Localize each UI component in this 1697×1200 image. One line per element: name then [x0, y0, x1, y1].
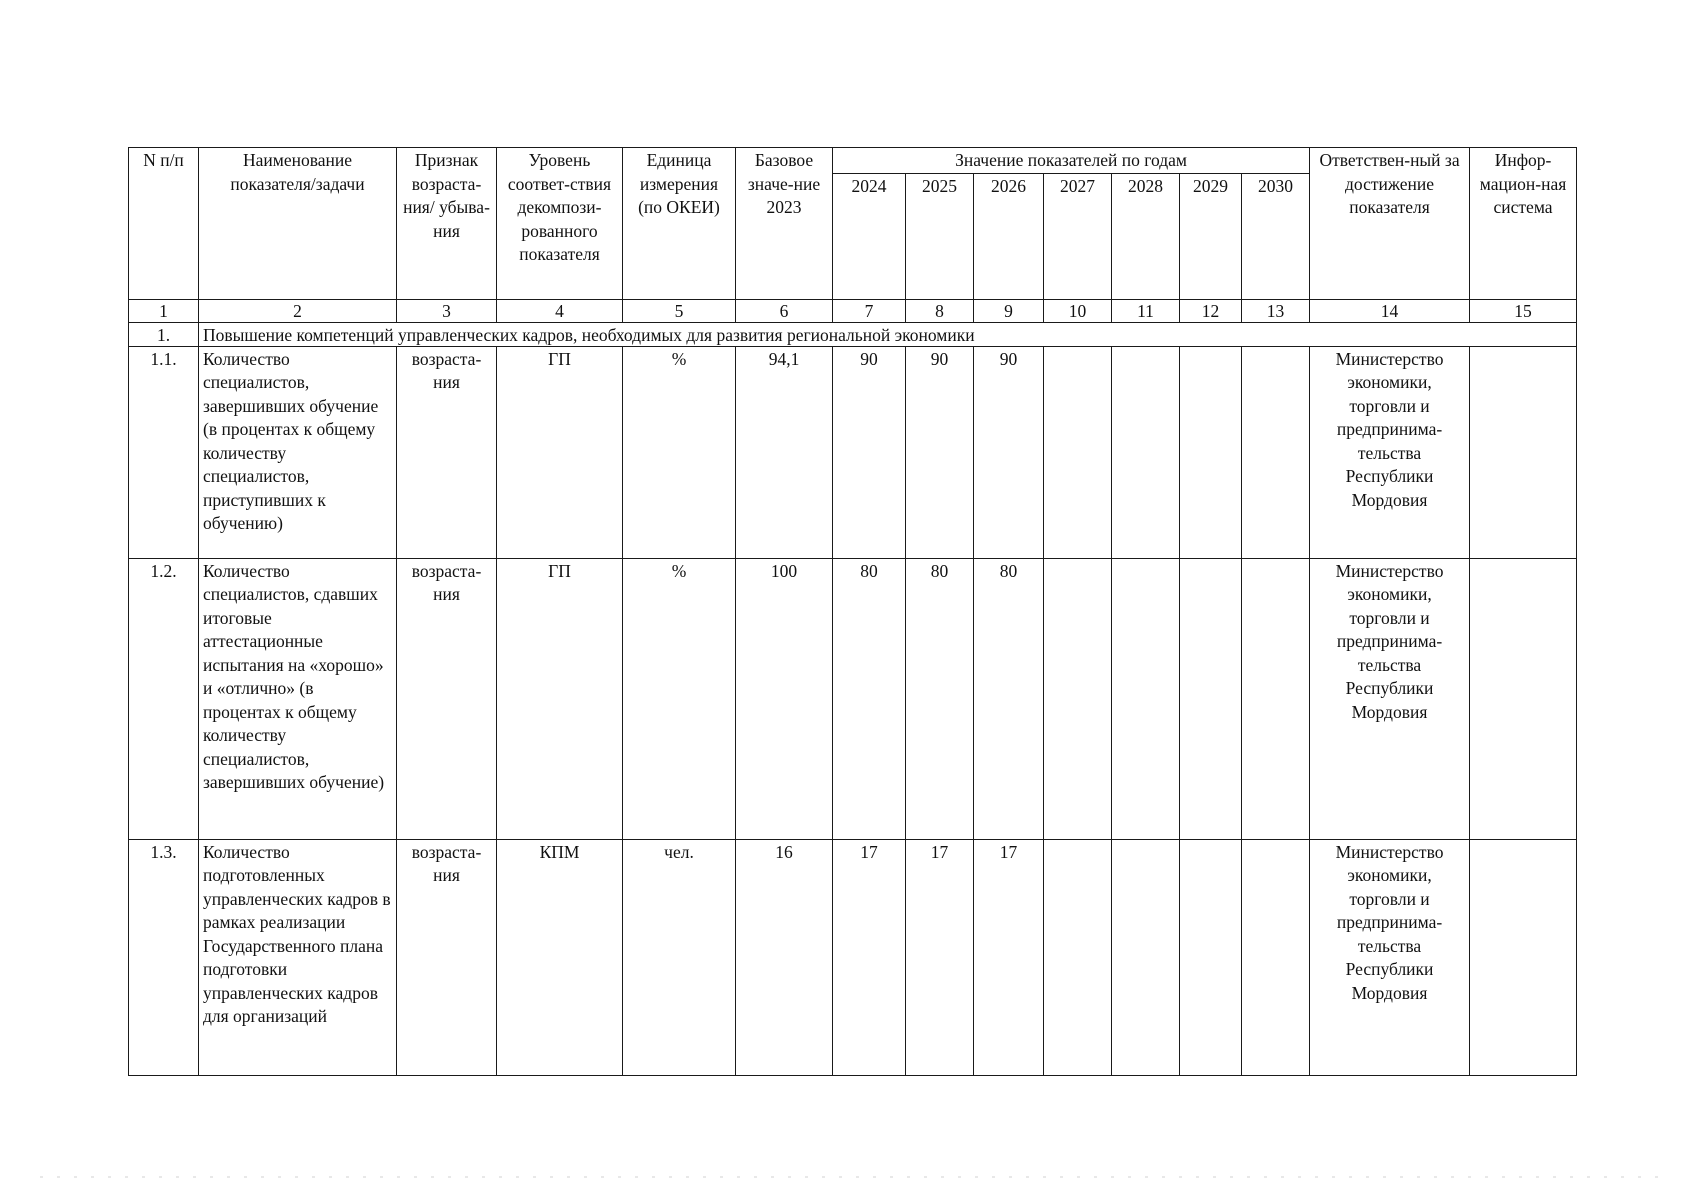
indicator-trend: возраста-ния — [397, 558, 497, 839]
indicator-responsible: Министерство экономики, торговли и предпринима-тельства Республики Мордовия — [1310, 839, 1470, 1075]
header-year: 2026 — [974, 173, 1044, 299]
header-num: N п/п — [129, 148, 199, 300]
column-number: 8 — [906, 299, 974, 322]
header-trend: Признак возраста-ния/ убыва-ния — [397, 148, 497, 300]
indicator-name: Количество специалистов, завершивших обучение (в процентах к общему количеству специалистов, приступивших к обучению) — [199, 346, 397, 558]
year-value — [1044, 346, 1112, 558]
header-name: Наименование показателя/задачи — [199, 148, 397, 300]
column-number: 15 — [1470, 299, 1577, 322]
header-year: 2027 — [1044, 173, 1112, 299]
year-value: 90 — [906, 346, 974, 558]
indicator-level: КПМ — [497, 839, 623, 1075]
header-level: Уровень соответ-ствия декомпози-рованного показателя — [497, 148, 623, 300]
indicator-base: 16 — [736, 839, 833, 1075]
column-number: 3 — [397, 299, 497, 322]
column-number: 13 — [1242, 299, 1310, 322]
year-value — [1180, 346, 1242, 558]
indicator-info-system — [1470, 346, 1577, 558]
section-title: Повышение компетенций управленческих кадров, необходимых для развития региональной экономики — [199, 322, 1577, 346]
indicators-table — [128, 147, 1577, 1076]
header-row — [129, 148, 1577, 174]
year-value: 90 — [974, 346, 1044, 558]
column-number: 12 — [1180, 299, 1242, 322]
indicator-level: ГП — [497, 558, 623, 839]
row-num: 1.2. — [129, 558, 199, 839]
header-info-system: Инфор-мацион-ная система — [1470, 148, 1577, 300]
scan-noise-line — [40, 1176, 1660, 1178]
column-number: 4 — [497, 299, 623, 322]
indicator-trend: возраста-ния — [397, 839, 497, 1075]
indicator-unit: чел. — [623, 839, 736, 1075]
table-row — [129, 558, 1577, 839]
indicator-trend: возраста-ния — [397, 346, 497, 558]
year-value: 80 — [833, 558, 906, 839]
year-value — [1044, 558, 1112, 839]
year-value: 17 — [833, 839, 906, 1075]
indicator-responsible: Министерство экономики, торговли и предпринима-тельства Республики Мордовия — [1310, 558, 1470, 839]
year-value: 80 — [974, 558, 1044, 839]
indicator-unit: % — [623, 346, 736, 558]
indicator-unit: % — [623, 558, 736, 839]
indicator-name: Количество специалистов, сдавших итоговые аттестационные испытания на «хорошо» и «отлично» (в процентах к общему количеству специалистов, завершивших обучение) — [199, 558, 397, 839]
header-year: 2029 — [1180, 173, 1242, 299]
table-row — [129, 346, 1577, 558]
year-value — [1242, 346, 1310, 558]
year-value — [1180, 839, 1242, 1075]
header-unit: Единица измерения (по ОКЕИ) — [623, 148, 736, 300]
year-value — [1112, 839, 1180, 1075]
indicator-responsible: Министерство экономики, торговли и предпринима-тельства Республики Мордовия — [1310, 346, 1470, 558]
column-number: 11 — [1112, 299, 1180, 322]
table-row — [129, 839, 1577, 1075]
indicator-base: 100 — [736, 558, 833, 839]
column-number: 5 — [623, 299, 736, 322]
header-base: Базовое значе-ние 2023 — [736, 148, 833, 300]
year-value — [1044, 839, 1112, 1075]
header-years-group: Значение показателей по годам — [833, 148, 1310, 174]
column-number: 10 — [1044, 299, 1112, 322]
section-num: 1. — [129, 322, 199, 346]
row-num: 1.1. — [129, 346, 199, 558]
row-num: 1.3. — [129, 839, 199, 1075]
year-value: 80 — [906, 558, 974, 839]
year-value — [1112, 558, 1180, 839]
year-value — [1112, 346, 1180, 558]
column-number: 14 — [1310, 299, 1470, 322]
header-year: 2030 — [1242, 173, 1310, 299]
header-responsible: Ответствен-ный за достижение показателя — [1310, 148, 1470, 300]
indicators-sheet — [128, 147, 1576, 1076]
indicator-level: ГП — [497, 346, 623, 558]
indicator-base: 94,1 — [736, 346, 833, 558]
year-value — [1242, 839, 1310, 1075]
section-row — [129, 322, 1577, 346]
year-value — [1180, 558, 1242, 839]
column-number: 1 — [129, 299, 199, 322]
column-number: 2 — [199, 299, 397, 322]
indicator-info-system — [1470, 839, 1577, 1075]
year-value: 90 — [833, 346, 906, 558]
indicator-info-system — [1470, 558, 1577, 839]
header-year: 2028 — [1112, 173, 1180, 299]
year-value — [1242, 558, 1310, 839]
header-year: 2025 — [906, 173, 974, 299]
column-number-row — [129, 299, 1577, 322]
year-value: 17 — [974, 839, 1044, 1075]
column-number: 9 — [974, 299, 1044, 322]
header-year: 2024 — [833, 173, 906, 299]
column-number: 7 — [833, 299, 906, 322]
indicator-name: Количество подготовленных управленческих кадров в рамках реализации Государственного плана подготовки управленческих кадров для организаций — [199, 839, 397, 1075]
year-value: 17 — [906, 839, 974, 1075]
column-number: 6 — [736, 299, 833, 322]
